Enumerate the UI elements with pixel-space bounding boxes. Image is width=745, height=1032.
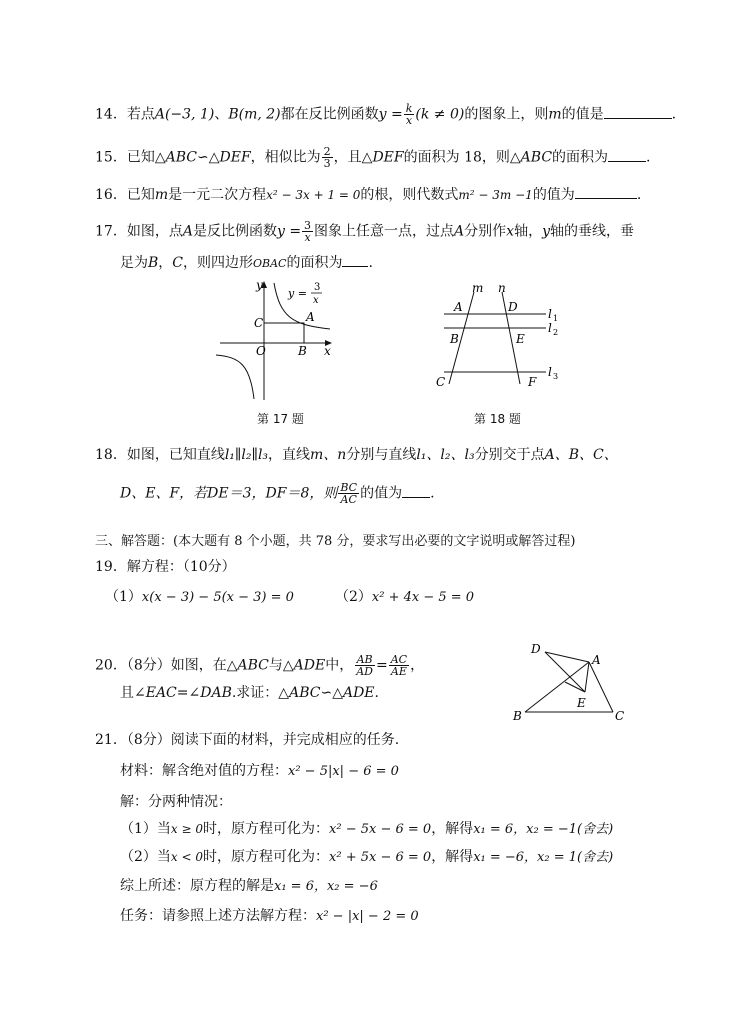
question-19-part1: （1）x(x − 3) − 5(x − 3) = 0 [105, 589, 294, 605]
x-axis-label: x [324, 344, 331, 358]
section-3-heading: 三、解答题：(本大题有 8 个小题，共 78 分，要求写出必要的文字说明或解答过程) [95, 534, 576, 549]
answer-blank[interactable] [402, 483, 430, 498]
curve-eq-denominator: x [313, 295, 319, 306]
question-19-part2: （2）x² + 4x − 5 = 0 [335, 589, 475, 605]
point-b-label: B [450, 332, 459, 346]
point-d-label: D [508, 300, 518, 314]
question-18-line2: D、E、F，若DE＝3，DF＝8，则 $\frac{BC}{AC}$ 的值为 . [120, 481, 435, 506]
question-20-line1: 20．（8分）如图，在△ABC与△ADE中， $\frac{AB}{AD}$ = $\frac{AC}{AE}$ ， [95, 653, 425, 678]
answer-blank[interactable] [608, 147, 646, 162]
curve-eq-numerator: 3 [314, 282, 321, 293]
origin-label: O [256, 344, 266, 358]
point-d-label: D [531, 642, 541, 656]
question-21-summary: 综上所述：原方程的解是x₁ = 6，x₂ = −6 [120, 878, 378, 894]
question-20-line2: 且∠EAC=∠DAB.求证：△ABC∽△ADE. [120, 685, 379, 701]
point-c-label: C [436, 375, 446, 389]
curve-equation: y = [288, 287, 307, 300]
line-m-label: m [472, 281, 484, 295]
figure-20 [505, 640, 635, 725]
question-17-line1: 17．如图，点A是反比例函数y = $\frac{3}{x}$ 图象上任意一点，过点A分别作x轴，y轴的垂线，垂 [95, 219, 634, 244]
figure-18-caption: 第 18 题 [474, 412, 521, 426]
svg-text:3: 3 [553, 372, 559, 381]
fraction-k-over-x: $\frac{k}{x}$ [405, 102, 413, 127]
point-e-label: E [516, 332, 525, 346]
question-21-title: 21．（8分）阅读下面的材料，并完成相应的任务. [95, 732, 400, 748]
point-b-label: B [298, 344, 307, 358]
question-21-solution-intro: 解：分两种情况： [120, 794, 232, 810]
point-b-label: B [513, 709, 522, 723]
answer-blank[interactable] [604, 104, 672, 119]
line-l1-label: l [548, 307, 552, 321]
question-19: 19．解方程：（10分） [95, 559, 236, 575]
point-c-label: C [615, 709, 625, 723]
question-14: 14．若点A(−3, 1)、B(m, 2)都在反比例函数y = $\frac{k}{x}$ (k ≠ 0)的图象上，则m的值是 . [95, 102, 677, 127]
question-21-case2: （2）当x < 0时，原方程可化为：x² + 5x − 6 = 0，解得x₁ = −6，x₂ = 1(舍去) [120, 849, 614, 865]
point-c-label: C [254, 316, 264, 330]
question-21-task: 任务：请参照上述方法解方程：x² − |x| − 2 = 0 [120, 908, 419, 924]
point-a-label: A [592, 653, 601, 667]
line-l3-label: l [548, 365, 552, 379]
question-17-line2: 足为B，C，则四边形OBAC的面积为 . [120, 252, 373, 273]
fraction-bc-over-ac: $\frac{BC}{AC}$ [340, 481, 358, 506]
fraction-ab-over-ad: $\frac{AB}{AD}$ [356, 653, 373, 678]
point-f-label: F [528, 375, 537, 389]
question-21-case1: （1）当x ≥ 0时，原方程可化为：x² − 5x − 6 = 0，解得x₁ = 6，x₂ = −1(舍去) [120, 821, 614, 837]
y-axis-label: y [256, 278, 263, 292]
question-18-line1: 18．如图，已知直线l₁∥l₂∥l₃，直线m、n分别与直线l₁、l₂、l₃分别交于点A、B、C、 [95, 447, 618, 463]
line-l2-label: l [548, 321, 552, 335]
line-n-label: n [498, 281, 506, 295]
point-e-label: E [577, 696, 586, 710]
fraction-ac-over-ae: $\frac{AC}{AE}$ [390, 653, 408, 678]
fraction-3-over-x: $\frac{3}{x}$ [304, 219, 312, 244]
figure-17 [212, 275, 342, 405]
question-21-material: 材料：解含绝对值的方程：x² − 5|x| − 6 = 0 [120, 763, 399, 779]
svg-text:2: 2 [553, 328, 559, 337]
point-a-label: A [306, 310, 315, 324]
figure-18 [432, 280, 567, 390]
point-a-label: A [454, 300, 463, 314]
answer-blank[interactable] [575, 184, 637, 199]
question-15: 15．已知△ABC∽△DEF，相似比为 $\frac{2}{3}$ ，且△DEF的面积为 18，则△ABC的面积为 . [95, 145, 651, 170]
svg-text:1: 1 [553, 314, 559, 323]
fraction-2-over-3: $\frac{2}{3}$ [323, 145, 331, 170]
answer-blank[interactable] [342, 252, 368, 267]
question-16: 16．已知m是一元二次方程x² − 3x + 1 = 0的根，则代数式m² − 3m −1的值为 . [95, 184, 641, 204]
figure-17-caption: 第 17 题 [257, 412, 304, 426]
